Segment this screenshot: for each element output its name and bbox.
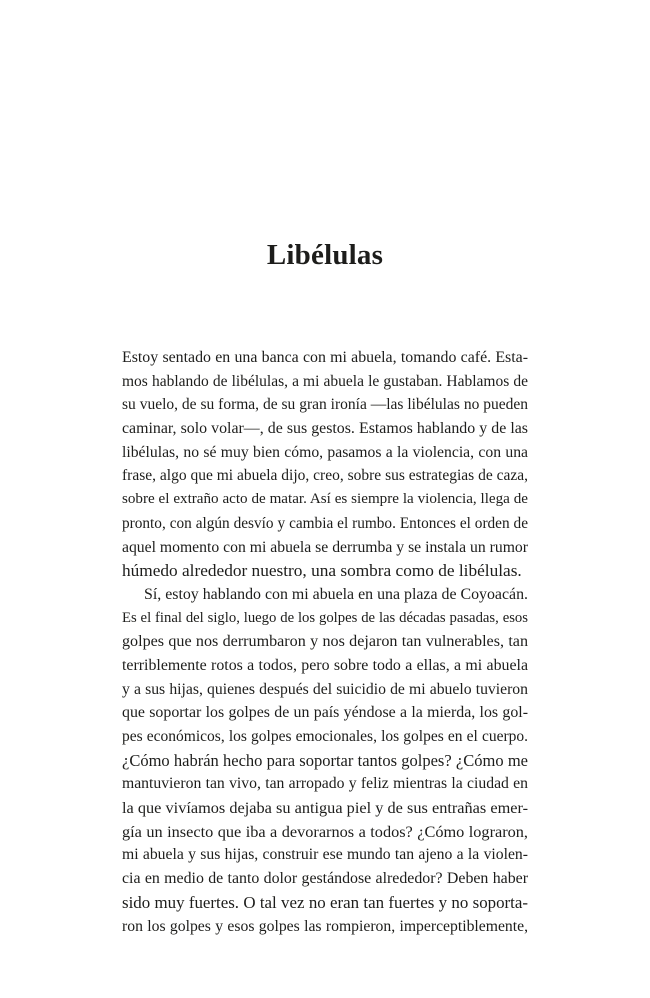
text-line: terriblemente rotos a todos, pero sobre todo a ellas, a mi abuela bbox=[122, 656, 528, 674]
text-line: pronto, con algún desvío y cambia el rumbo. Entonces el orden de bbox=[122, 514, 528, 532]
body-text bbox=[122, 346, 528, 938]
text-line: mos hablando de libélulas, a mi abuela le gustaban. Hablamos de bbox=[122, 372, 528, 390]
text-line: Es el final del siglo, luego de los golpes de las décadas pasadas, esos bbox=[122, 609, 528, 626]
text-line: y a sus hijas, quienes después del suicidio de mi abuelo tuvieron bbox=[122, 680, 528, 698]
text-line: golpes que nos derrumbaron y nos dejaron tan vulnerables, tan bbox=[122, 633, 528, 651]
text-line: aquel momento con mi abuela se derrumba y se instala un rumor bbox=[122, 538, 528, 556]
text-line: su vuelo, de su forma, de su gran ironía —las libélulas no pueden bbox=[122, 396, 528, 414]
text-line: cia en medio de tanto dolor gestándose alrededor? Deben haber bbox=[122, 870, 528, 888]
text-line: gía un insecto que iba a devorarnos a todos? ¿Cómo lograron, bbox=[122, 821, 528, 841]
text-line: Estoy sentado en una banca con mi abuela, tomando café. Esta- bbox=[122, 349, 528, 366]
text-line: caminar, solo volar—, de sus gestos. Estamos hablando y de las bbox=[122, 420, 528, 438]
text-line: libélulas, no sé muy bien cómo, pasamos a la violencia, con una bbox=[122, 443, 528, 461]
text-line: ron los golpes y esos golpes las rompieron, imperceptiblemente, bbox=[122, 917, 528, 935]
chapter-title: Libélulas bbox=[266, 239, 384, 271]
text-line: sobre el extraño acto de matar. Así es siempre la violencia, llega de bbox=[122, 491, 528, 508]
text-line: pes económicos, los golpes emocionales, los golpes en el cuerpo. bbox=[122, 728, 528, 745]
text-line: ¿Cómo habrán hecho para soportar tantos golpes? ¿Cómo me bbox=[122, 750, 528, 770]
text-line: la que vivíamos dejaba su antigua piel y de sus entrañas emer- bbox=[122, 798, 528, 818]
text-line: sido muy fuertes. O tal vez no eran tan fuertes y no soporta- bbox=[122, 892, 528, 912]
text-line: frase, algo que mi abuela dijo, creo, sobre sus estrategias de caza, bbox=[122, 467, 528, 485]
text-line: que soportar los golpes de un país yéndose a la mierda, los gol- bbox=[122, 704, 528, 722]
text-line: húmedo alrededor nuestro, una sombra como de libélulas. bbox=[122, 561, 522, 581]
text-line: Sí, estoy hablando con mi abuela en una plaza de Coyoacán. bbox=[144, 585, 528, 603]
text-line: mi abuela y sus hijas, construir ese mundo tan ajeno a la violen- bbox=[122, 846, 528, 864]
text-line: mantuvieron tan vivo, tan arropado y feliz mientras la ciudad en bbox=[122, 775, 528, 793]
